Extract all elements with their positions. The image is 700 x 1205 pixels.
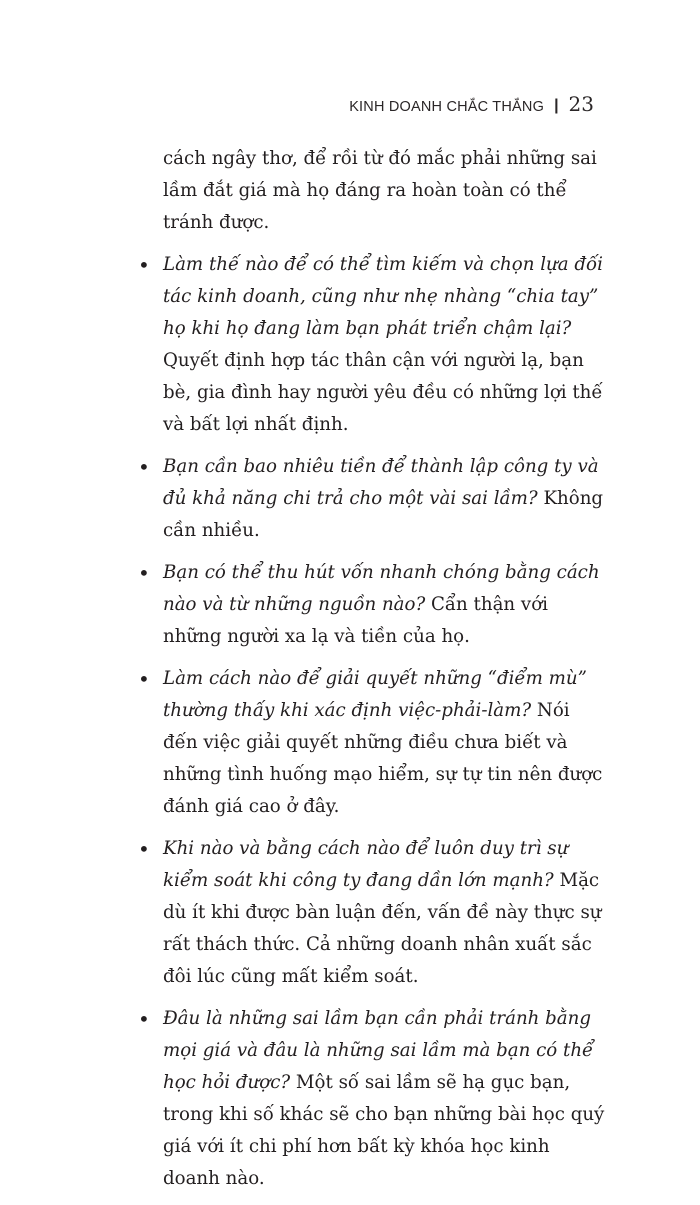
list-item xyxy=(138,663,608,823)
bullet-icon: • xyxy=(138,253,150,277)
bullet-answer: Mặc dù ít khi được bàn luận đến, vấn đề này thực sự rất thách thức. Cả những doanh nhân xuất sắc đôi lúc cũng mất kiểm soát. xyxy=(163,870,602,987)
bullet-question: Bạn có thể thu hút vốn nhanh chóng bằng cách nào và từ những nguồn nào? xyxy=(163,562,600,615)
page-number: 23 xyxy=(568,92,594,116)
bullet-icon: • xyxy=(138,455,150,479)
list-item xyxy=(138,833,608,993)
list-item xyxy=(138,1003,608,1195)
continuation-paragraph: cách ngây thơ, để rồi từ đó mắc phải những sai lầm đắt giá mà họ đáng ra hoàn toàn có thể tránh được. xyxy=(163,148,597,233)
list-item xyxy=(138,557,608,653)
bullet-icon: • xyxy=(138,667,150,691)
bullet-answer: Quyết định hợp tác thân cận với người lạ, bạn bè, gia đình hay người yêu đều có những lợi thế và bất lợi nhất định. xyxy=(163,350,603,435)
header-separator: | xyxy=(554,97,559,114)
running-header xyxy=(349,92,594,116)
running-title: KINH DOANH CHẮC THẮNG xyxy=(349,99,545,115)
bullet-icon: • xyxy=(138,1007,150,1031)
bullet-question: Bạn cần bao nhiêu tiền để thành lập công ty và đủ khả năng chi trả cho một vài sai lầm? xyxy=(163,456,599,509)
bullet-question: Khi nào và bằng cách nào để luôn duy trì sự kiểm soát khi công ty đang dần lớn mạnh? xyxy=(163,838,569,891)
bullet-answer: Nói đến việc giải quyết những điều chưa biết và những tình huống mạo hiểm, sự tự tin nên được đánh giá cao ở đây. xyxy=(163,700,603,817)
bullet-list xyxy=(138,249,608,1195)
bullet-question: Đâu là những sai lầm bạn cần phải tránh bằng mọi giá và đâu là những sai lầm mà bạn có thể học hỏi được? xyxy=(163,1008,594,1093)
page-body xyxy=(138,143,608,1205)
bullet-icon: • xyxy=(138,837,150,861)
bullet-answer: Một số sai lầm sẽ hạ gục bạn, trong khi số khác sẽ cho bạn những bài học quý giá với ít chi phí hơn bất kỳ khóa học kinh doanh nào. xyxy=(163,1072,605,1189)
bullet-icon: • xyxy=(138,561,150,585)
list-item xyxy=(138,249,608,441)
bullet-question: Làm thế nào để có thể tìm kiếm và chọn lựa đối tác kinh doanh, cũng như nhẹ nhàng “chia tay” họ khi họ đang làm bạn phát triển chậm lại? xyxy=(163,254,603,339)
list-item xyxy=(138,451,608,547)
bullet-question: Làm cách nào để giải quyết những “điểm mù” thường thấy khi xác định việc-phải-làm? xyxy=(163,668,587,721)
bullet-answer: Cẩn thận với những người xa lạ và tiền của họ. xyxy=(163,594,548,647)
bullet-answer: Không cần nhiều. xyxy=(163,488,604,541)
